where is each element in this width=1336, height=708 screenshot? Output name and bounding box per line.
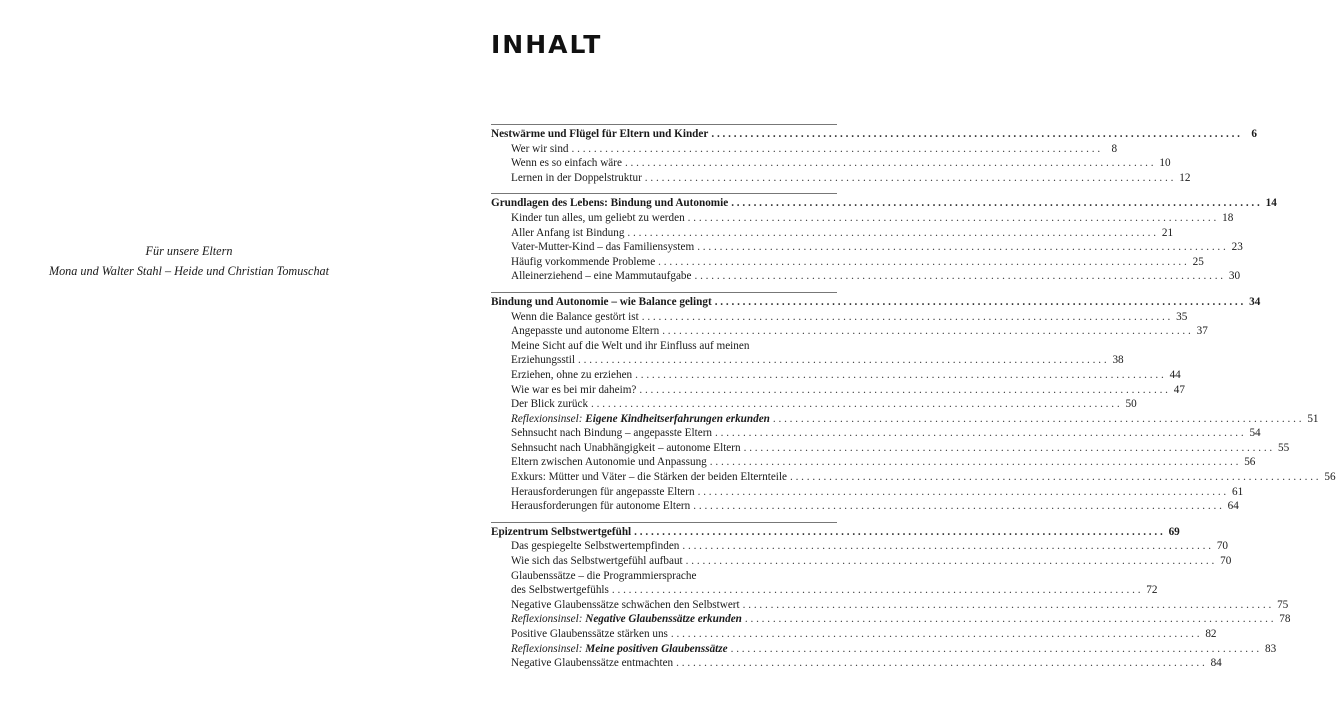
toc-entry-title: Erziehen, ohne zu erziehen [511, 368, 633, 381]
toc-entry-emphasis: Negative Glaubenssätze erkunden [585, 613, 742, 626]
table-of-contents [491, 124, 1336, 679]
toc-leader-dots [658, 255, 1187, 270]
toc-chapter-heading[interactable] [491, 196, 1277, 211]
toc-leader-dots [694, 269, 1223, 284]
toc-page-number: 61 [1232, 485, 1244, 498]
toc-entry-title: Lernen in der Doppelstruktur [511, 171, 642, 184]
toc-entry[interactable] [491, 339, 837, 354]
toc-leader-dots [591, 397, 1120, 412]
toc-page-number: 44 [1169, 368, 1181, 381]
toc-entry-title: Exkurs: Mütter und Väter – die Stärken der beiden Elternteile [511, 471, 787, 484]
toc-entry[interactable] [491, 627, 1217, 642]
toc-page-number: 38 [1112, 354, 1124, 367]
toc-page-number: 70 [1220, 555, 1232, 568]
toc-entry[interactable] [491, 211, 1234, 226]
toc-entry-title: Negative Glaubenssätze schwächen den Selbstwert [511, 598, 740, 611]
toc-entry[interactable] [491, 642, 1277, 657]
toc-page-number: 21 [1161, 226, 1174, 239]
toc-chapter-title: Bindung und Autonomie – wie Balance gelingt [491, 295, 712, 308]
toc-entry[interactable] [491, 598, 1289, 613]
toc-entry-title: Eltern zwischen Autonomie und Anpassung [511, 456, 707, 469]
toc-leader-dots [642, 310, 1171, 325]
toc-page-number: 72 [1146, 584, 1158, 597]
toc-chapter-title: Epizentrum Selbstwertgefühl [491, 525, 632, 538]
toc-entry[interactable] [491, 310, 1188, 325]
toc-entry[interactable] [491, 539, 1228, 554]
toc-entry-emphasis: Meine positiven Glaubenssätze [585, 642, 728, 655]
toc-leader-dots [682, 539, 1211, 554]
toc-entry[interactable] [491, 485, 1244, 500]
toc-entry-prefix: Reflexionsinsel: [511, 642, 583, 655]
toc-entry-title: Aller Anfang ist Bindung [511, 226, 625, 239]
toc-entry-title: des Selbstwertgefühls [511, 584, 609, 597]
toc-leader-dots [578, 353, 1107, 368]
toc-entry-title: Herausforderungen für angepasste Eltern [511, 485, 695, 498]
toc-leader-dots [572, 142, 1101, 157]
toc-entry-title: Erziehungsstil [511, 354, 576, 367]
toc-leader-dots [743, 598, 1272, 613]
toc-leader-dots [744, 441, 1273, 456]
toc-page-number: 23 [1231, 241, 1243, 254]
toc-chapter [491, 124, 1257, 185]
toc-leader-dots [731, 642, 1260, 657]
toc-leader-dots [715, 295, 1244, 310]
toc-page-number: 47 [1173, 383, 1185, 396]
toc-page-number: 56 [1244, 456, 1256, 469]
toc-chapter [491, 193, 1277, 284]
toc-entry[interactable] [491, 171, 1191, 186]
toc-page-number: 83 [1265, 642, 1277, 655]
toc-entry[interactable] [491, 426, 1261, 441]
toc-page-number: 10 [1159, 157, 1171, 170]
toc-entry[interactable] [491, 226, 1174, 241]
toc-chapter-heading[interactable] [491, 127, 1257, 142]
toc-leader-dots [731, 196, 1260, 211]
toc-entry-title: Das gespiegelte Selbstwertempfinden [511, 540, 680, 553]
toc-entry[interactable] [491, 324, 1208, 339]
toc-chapter-heading[interactable] [491, 525, 1180, 540]
toc-leader-dots [635, 368, 1164, 383]
toc-entry[interactable] [491, 142, 1118, 157]
toc-leader-dots [745, 612, 1274, 627]
toc-page-number: 56 [1324, 471, 1336, 484]
dedication-line-1: Für unsere Eltern [145, 244, 233, 258]
toc-entry-title [511, 612, 742, 627]
toc-leader-dots [686, 554, 1215, 569]
toc-entry-title: Sehnsucht nach Unabhängigkeit – autonome Eltern [511, 441, 741, 454]
toc-leader-dots [710, 455, 1239, 470]
toc-entry[interactable] [491, 240, 1243, 255]
dedication [0, 241, 378, 281]
toc-entry-title: Alleinerziehend – eine Mammutaufgabe [511, 270, 692, 283]
toc-page-number: 14 [1265, 197, 1277, 210]
toc-entry-title: Sehnsucht nach Bindung – angepasste Eltern [511, 427, 713, 440]
toc-entry-title: Vater-Mutter-Kind – das Familiensystem [511, 241, 695, 254]
toc-entry-title: Glaubenssätze – die Programmiersprache [511, 569, 697, 582]
toc-entry[interactable] [491, 612, 1291, 627]
toc-entry-title [511, 412, 770, 427]
toc-entry-title: Wie sich das Selbstwertgefühl aufbaut [511, 555, 683, 568]
toc-page-number: 18 [1222, 211, 1234, 224]
toc-entry[interactable] [491, 368, 1181, 383]
toc-entry-title: Positive Glaubenssätze stärken uns [511, 628, 668, 640]
toc-leader-dots [662, 324, 1191, 339]
toc-entry[interactable] [491, 499, 1239, 514]
toc-entry[interactable] [491, 255, 1204, 270]
toc-page-number: 50 [1125, 398, 1137, 411]
toc-entry-title: Negative Glaubenssätze entmachten [511, 657, 674, 670]
toc-leader-dots [671, 627, 1200, 642]
toc-leader-dots [773, 412, 1302, 427]
toc-entry[interactable] [491, 269, 1241, 284]
toc-leader-dots [693, 499, 1222, 514]
toc-entry[interactable] [491, 470, 1336, 485]
toc-entry-emphasis: Eigene Kindheitserfahrungen erkunden [585, 412, 770, 425]
toc-page-number: 54 [1249, 427, 1261, 440]
toc-entry-title: Wer wir sind [511, 142, 569, 155]
toc-leader-dots [698, 485, 1227, 500]
toc-page-number: 82 [1205, 628, 1217, 640]
toc-entry[interactable] [491, 383, 1185, 398]
toc-entry[interactable] [491, 397, 1137, 412]
toc-leader-dots [627, 226, 1156, 241]
toc-leader-dots [639, 383, 1168, 398]
toc-leader-dots [697, 240, 1226, 255]
toc-entry[interactable] [491, 412, 1319, 427]
toc-leader-dots [715, 426, 1244, 441]
toc-page-number: 25 [1192, 255, 1204, 268]
toc-entry[interactable] [491, 455, 1256, 470]
toc-page-number: 35 [1176, 310, 1188, 323]
toc-page-number: 64 [1227, 500, 1239, 513]
toc-entry-prefix: Reflexionsinsel: [511, 613, 583, 626]
toc-page-number: 30 [1228, 270, 1241, 283]
toc-page-number: 6 [1251, 128, 1257, 140]
toc-leader-dots [625, 156, 1154, 171]
toc-entry[interactable] [491, 569, 837, 584]
toc-entry[interactable] [491, 353, 1124, 368]
toc-chapter-heading[interactable] [491, 295, 1261, 310]
toc-leader-dots [688, 211, 1217, 226]
toc-entry-title: Meine Sicht auf die Welt und ihr Einfluss auf meinen [511, 339, 750, 352]
toc-entry-prefix: Reflexionsinsel: [511, 412, 583, 425]
toc-chapter-title: Nestwärme und Flügel für Eltern und Kinder [491, 128, 709, 140]
toc-leader-dots [612, 583, 1141, 598]
toc-entry[interactable] [491, 441, 1290, 456]
toc-page-number: 69 [1168, 525, 1180, 538]
toc-entry[interactable] [491, 656, 1222, 671]
toc-chapter [491, 522, 1291, 671]
toc-entry-title: Wenn die Balance gestört ist [511, 310, 639, 323]
toc-page-number: 8 [1111, 142, 1118, 155]
toc-entry-title: Häufig vorkommende Probleme [511, 255, 656, 268]
toc-entry-title: Herausforderungen für autonome Eltern [511, 500, 691, 513]
dedication-line-2: Mona und Walter Stahl – Heide und Christian Tomuschat [48, 264, 330, 278]
toc-entry-title: Wenn es so einfach wäre [511, 157, 622, 170]
toc-page-number: 37 [1196, 325, 1208, 338]
toc-page-number: 84 [1210, 657, 1222, 670]
toc-leader-dots [676, 656, 1205, 671]
toc-leader-dots [634, 525, 1163, 540]
toc-page-number: 75 [1277, 598, 1289, 611]
toc-chapter-title: Grundlagen des Lebens: Bindung und Autonomie [491, 197, 729, 210]
toc-page-number: 51 [1307, 412, 1319, 425]
toc-title: INHALT [491, 30, 603, 59]
toc-leader-dots [790, 470, 1319, 485]
toc-page-number: 78 [1279, 613, 1291, 626]
toc-leader-dots [645, 171, 1174, 186]
toc-entry-title: Kinder tun alles, um geliebt zu werden [511, 211, 685, 224]
toc-page-number: 12 [1179, 171, 1191, 184]
toc-chapter [491, 292, 1336, 514]
toc-entry-title: Der Blick zurück [511, 398, 589, 411]
toc-page-number: 55 [1278, 441, 1290, 454]
toc-entry[interactable] [491, 583, 1158, 598]
toc-entry-title: Wie war es bei mir daheim? [511, 383, 637, 396]
toc-leader-dots [711, 127, 1240, 142]
toc-page-number: 70 [1216, 540, 1228, 553]
toc-page-number: 34 [1249, 295, 1261, 308]
toc-entry-title: Angepasste und autonome Eltern [511, 325, 660, 338]
toc-entry-title [511, 642, 728, 657]
toc-entry[interactable] [491, 156, 1171, 171]
toc-entry[interactable] [491, 554, 1232, 569]
